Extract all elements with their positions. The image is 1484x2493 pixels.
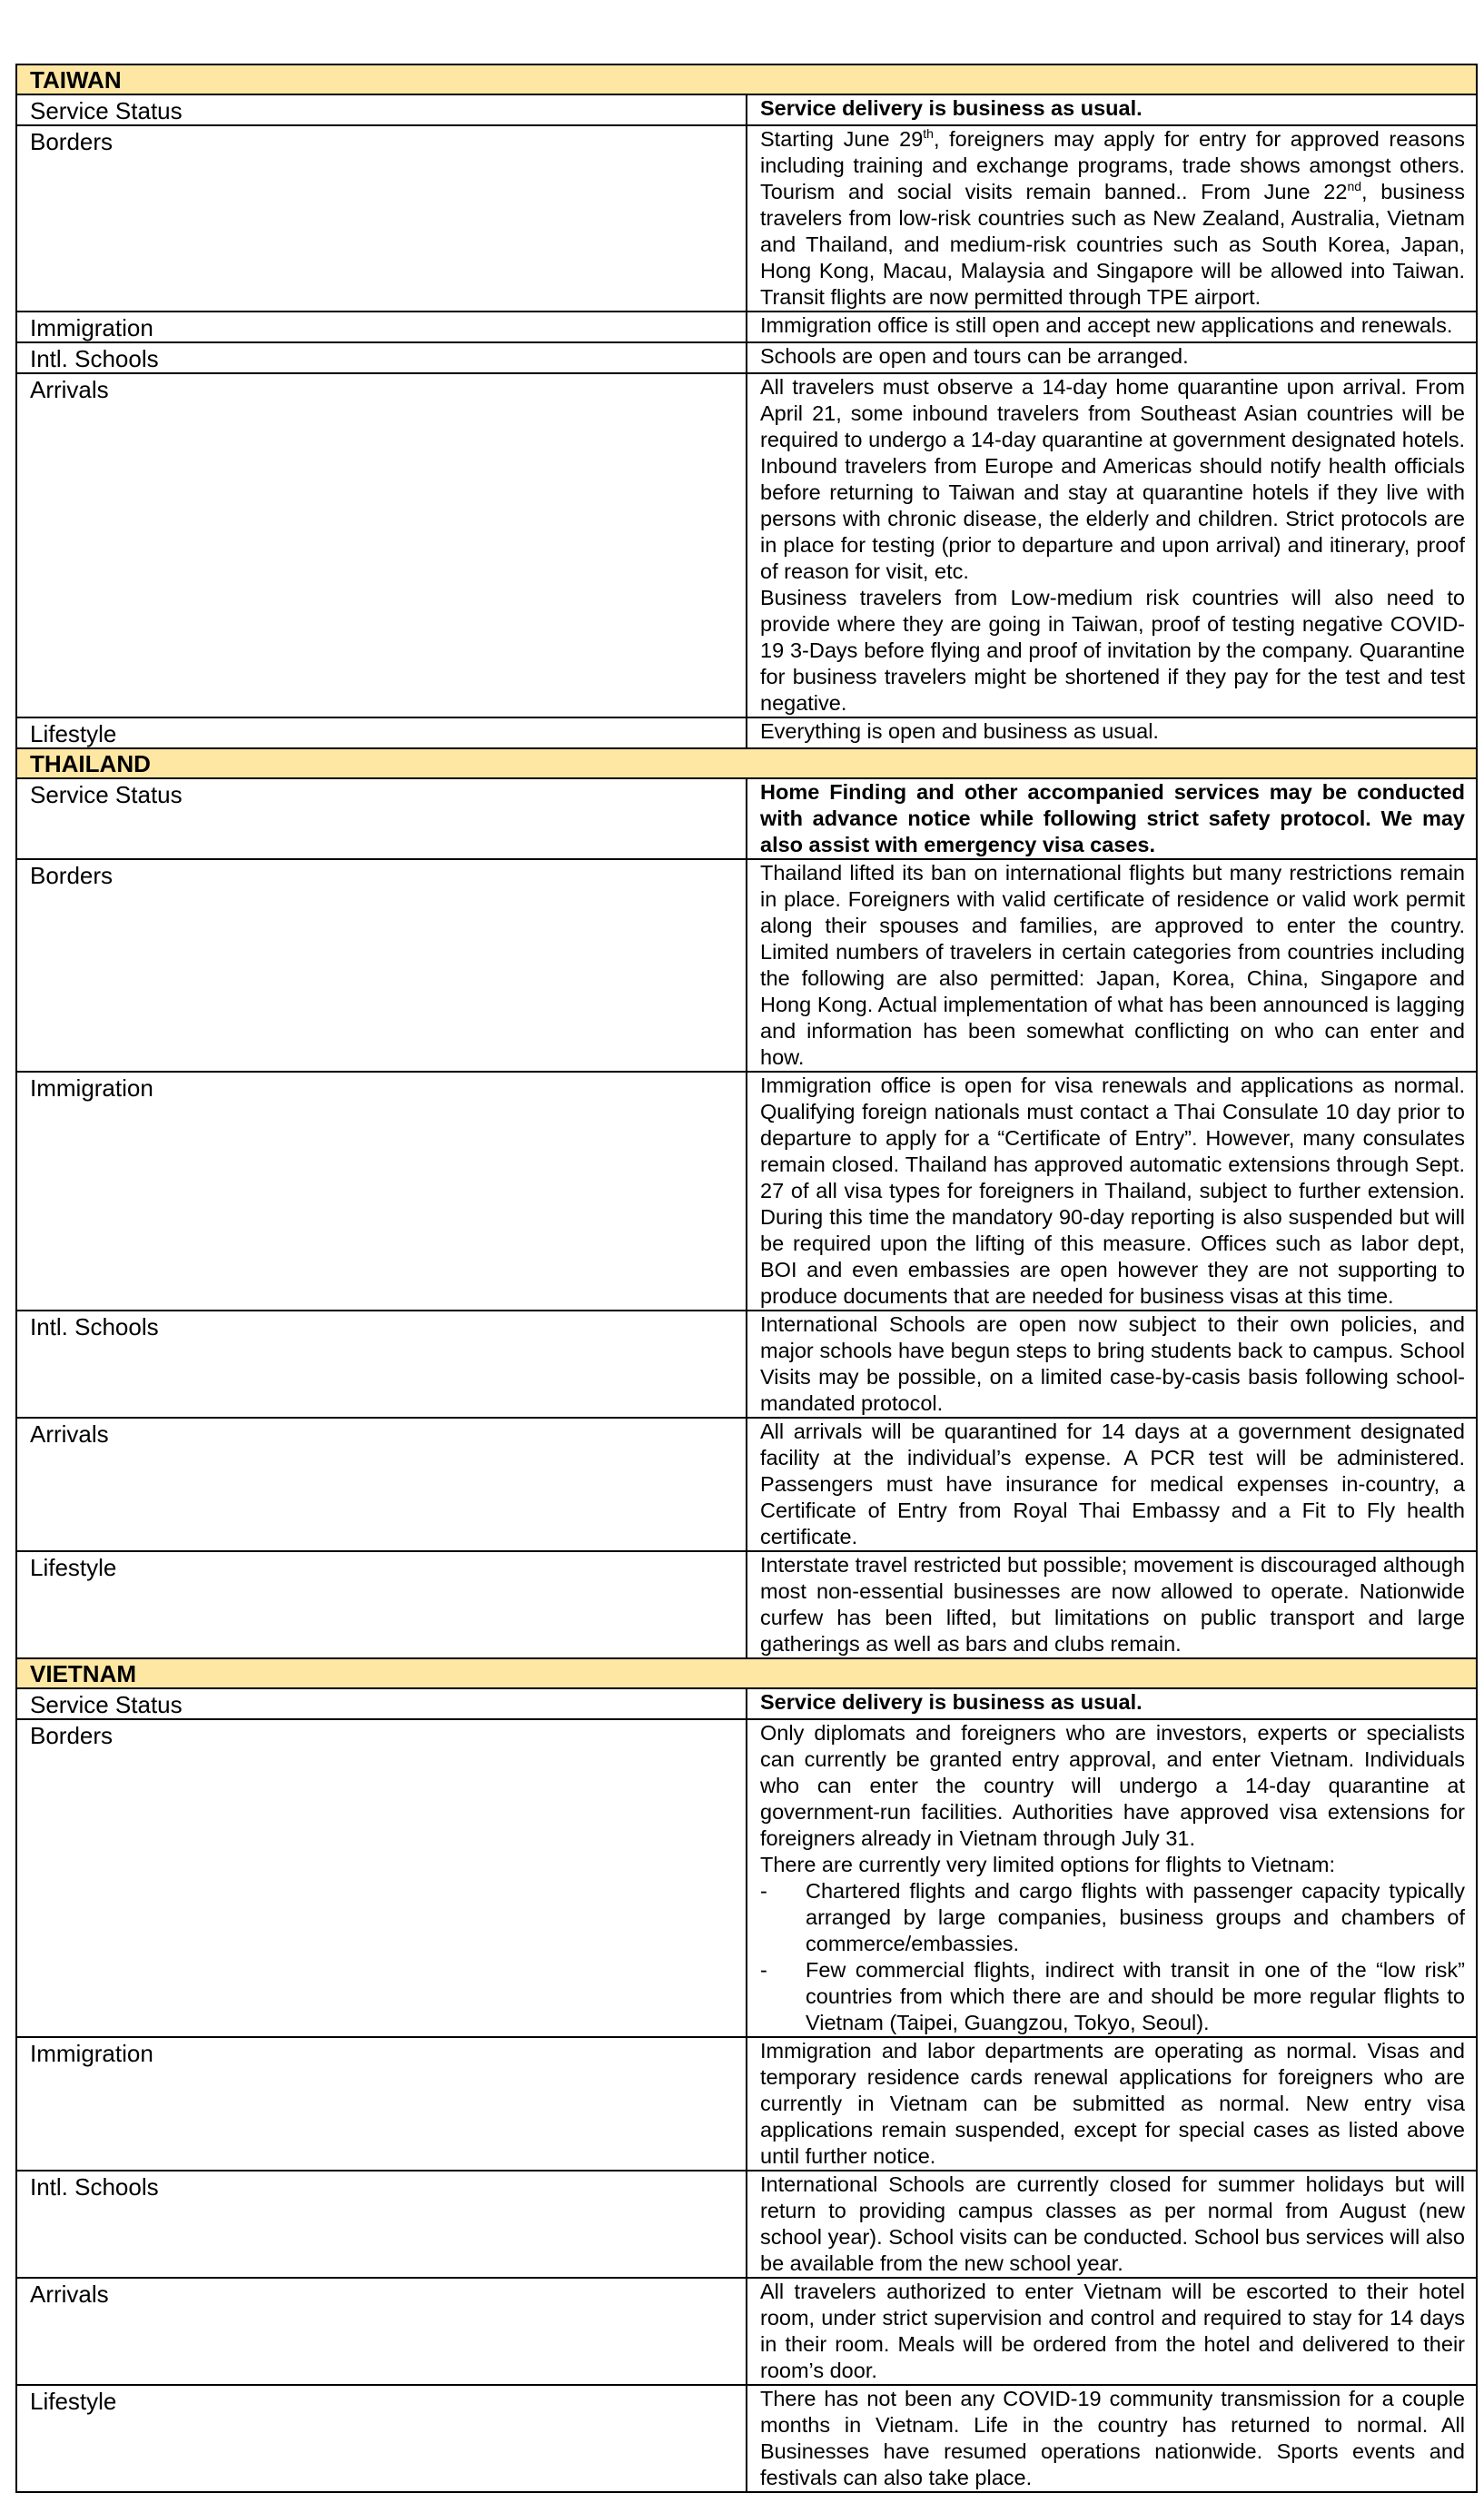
paragraph: International Schools are open now subject to their own policies, and major schools have begun steps to bring students back to campus. School Visits may be possible, on a limited case-by-casis basis following school-mandated protocol. xyxy=(760,1312,1465,1415)
country-heading-thailand: THAILAND xyxy=(16,748,1477,778)
row-label: Service Status xyxy=(16,778,747,859)
row-label: Borders xyxy=(16,1719,747,2037)
row-label: Arrivals xyxy=(16,373,747,717)
row-content xyxy=(747,859,1477,1072)
paragraph: Interstate travel restricted but possible; movement is discouraged although most non-essential businesses are now allowed to operate. Nationwide curfew has been lifted, but limitations on public transport and large gatherings as well as bars and clubs remain. xyxy=(760,1553,1465,1656)
table-row xyxy=(16,125,1477,312)
row-label: Immigration xyxy=(16,1072,747,1311)
table-row xyxy=(16,2385,1477,2492)
paragraph: There has not been any COVID-19 community transmission for a couple months in Vietnam. Life in the country has returned to normal. All Businesses have resumed operations nationwide. Sports events and festivals can also take place. xyxy=(760,2387,1465,2489)
row-content xyxy=(747,1311,1477,1418)
table-row xyxy=(16,1072,1477,1311)
row-label: Service Status xyxy=(16,1688,747,1719)
bullet-text: Few commercial flights, indirect with transit in one of the “low risk” countries from which there are and should be more regular flights to Vietnam (Taipei, Guangzou, Tokyo, Seoul). xyxy=(806,1958,1465,2034)
row-label: Borders xyxy=(16,859,747,1072)
row-content xyxy=(747,2171,1477,2278)
bullet-item xyxy=(760,1878,1465,1957)
paragraph: Immigration office is still open and accept new applications and renewals. xyxy=(760,313,1453,337)
row-content xyxy=(747,1072,1477,1311)
table-row xyxy=(16,1311,1477,1418)
service-status-cell xyxy=(747,1688,1477,1719)
table-row xyxy=(16,2037,1477,2171)
paragraph: Service delivery is business as usual. xyxy=(760,1690,1143,1714)
row-label: Intl. Schools xyxy=(16,2171,747,2278)
paragraph: International Schools are currently closed for summer holidays but will return to providing campus classes as per normal from August (new school year). School visits can be conducted. School bus services will also be available from the new school year. xyxy=(760,2172,1465,2275)
bullet-dash: - xyxy=(760,1958,767,1982)
row-label: Borders xyxy=(16,125,747,312)
paragraph: All arrivals will be quarantined for 14 days at a government designated facility at the individual’s expense. A PCR test will be administered. Passengers must have insurance for medical expenses in-country, a Certificate of Entry from Royal Thai Embassy and a Fit to Fly health certificate. xyxy=(760,1420,1465,1548)
paragraph: Thailand lifted its ban on international flights but many restrictions remain in place. Foreigners with valid certificate of residence or valid work permit along their spouses and families, are approved to enter the country. Limited numbers of travelers in certain categories from countries including the following are also permitted: Japan, Korea, China, Singapore and Hong Kong. Actual implementation of what has been announced is lagging and information has been somewhat conflicting on who can enter and how. xyxy=(760,861,1465,1069)
row-label: Arrivals xyxy=(16,1418,747,1551)
row-content xyxy=(747,1551,1477,1658)
paragraph: Everything is open and business as usual. xyxy=(760,719,1159,743)
row-content xyxy=(747,373,1477,717)
country-header-row xyxy=(16,1658,1477,1688)
table-row xyxy=(16,1418,1477,1551)
country-status-table xyxy=(15,64,1478,2493)
paragraph: Immigration office is open for visa renewals and applications as normal. Qualifying foreign nationals must contact a Thai Consulate 10 day prior to departure to apply for a “Certificate of Entry”. However, many consulates remain closed. Thailand has approved automatic extensions through Sept. 27 of all visa types for foreigners in Thailand, subject to further extension. During this time the mandatory 90-day reporting is also suspended but will be required upon the lifting of this measure. Offices such as labor dept, BOI and even embassies are open however they are not supporting to produce documents that are needed for business visas at this time. xyxy=(760,1073,1465,1308)
table-row xyxy=(16,342,1477,373)
row-label: Service Status xyxy=(16,94,747,125)
bullet-item xyxy=(760,1957,1465,2036)
table-row xyxy=(16,2278,1477,2385)
table-row xyxy=(16,94,1477,125)
country-header-row xyxy=(16,748,1477,778)
row-label: Lifestyle xyxy=(16,1551,747,1658)
paragraph: Immigration and labor departments are operating as normal. Visas and temporary residence cards renewal applications for foreigners who are currently in Vietnam can be submitted as normal. New entry visa applications remain suspended, except for special cases as listed above until further notice. xyxy=(760,2039,1465,2168)
paragraph: All travelers must observe a 14-day home quarantine upon arrival. From April 21, some inbound travelers from Southeast Asian countries will be required to undergo a 14-day quarantine at government designated hotels. Inbound travelers from Europe and Americas should notify health officials before returning to Taiwan and stay at quarantine hotels if they live with persons with chronic disease, the elderly and children. Strict protocols are in place for testing (prior to departure and upon arrival) and itinerary, proof of reason for visit, etc. xyxy=(760,375,1465,583)
table-row xyxy=(16,2171,1477,2278)
paragraph: Schools are open and tours can be arranged. xyxy=(760,344,1189,368)
table-row xyxy=(16,778,1477,859)
row-label: Arrivals xyxy=(16,2278,747,2385)
ordinal-suffix: nd xyxy=(1347,179,1362,194)
table-row xyxy=(16,859,1477,1072)
row-content xyxy=(747,1418,1477,1551)
table-row xyxy=(16,1551,1477,1658)
paragraph: All travelers authorized to enter Vietnam will be escorted to their hotel room, under strict supervision and control and required to stay for 14 days in their room. Meals will be ordered from the hotel and delivered to their room’s door. xyxy=(760,2280,1465,2382)
row-label: Lifestyle xyxy=(16,717,747,748)
table-row xyxy=(16,312,1477,342)
paragraph: Starting June 29th, foreigners may apply for entry for approved reasons including training and exchange programs, trade shows amongst others. Tourism and social visits remain banned.. From June 22nd, business travelers from low-risk countries such as New Zealand, Australia, Vietnam and Thailand, and medium-risk countries such as South Korea, Japan, Hong Kong, Macau, Malaysia and Singapore will be allowed into Taiwan. Transit flights are now permitted through TPE airport. xyxy=(760,126,1465,309)
row-content xyxy=(747,125,1477,312)
table-row xyxy=(16,373,1477,717)
country-heading-taiwan: TAIWAN xyxy=(16,64,1477,94)
paragraph: Only diplomats and foreigners who are investors, experts or specialists can currently be granted entry approval, and enter Vietnam. Individuals who can enter the country will undergo a 14-day quarantine at government-run facilities. Authorities have approved visa extensions for foreigners already in Vietnam through July 31. xyxy=(760,1721,1465,1850)
row-label: Lifestyle xyxy=(16,2385,747,2492)
row-label: Intl. Schools xyxy=(16,342,747,373)
bullet-dash: - xyxy=(760,1879,767,1903)
service-status-cell xyxy=(747,778,1477,859)
row-content xyxy=(747,717,1477,748)
row-content xyxy=(747,2385,1477,2492)
ordinal-suffix: th xyxy=(923,126,934,142)
service-status-cell xyxy=(747,94,1477,125)
country-header-row xyxy=(16,64,1477,94)
bullet-text: Chartered flights and cargo flights with passenger capacity typically arranged by large companies, business groups and chambers of commerce/embassies. xyxy=(806,1879,1465,1955)
row-content xyxy=(747,2278,1477,2385)
row-label: Intl. Schools xyxy=(16,1311,747,1418)
table-row xyxy=(16,1688,1477,1719)
paragraph: Business travelers from Low-medium risk countries will also need to provide where they are going in Taiwan, proof of testing negative COVID-19 3-Days before flying and proof of invitation by the company. Quarantine for business travelers might be shortened if they pay for the test and test negative. xyxy=(760,586,1465,715)
table-row xyxy=(16,717,1477,748)
row-content xyxy=(747,1719,1477,2037)
row-label: Immigration xyxy=(16,312,747,342)
paragraph: Service delivery is business as usual. xyxy=(760,96,1143,120)
row-label: Immigration xyxy=(16,2037,747,2171)
country-heading-vietnam: VIETNAM xyxy=(16,1658,1477,1688)
table-row xyxy=(16,1719,1477,2037)
paragraph: Home Finding and other accompanied services may be conducted with advance notice while following strict safety protocol. We may also assist with emergency visa cases. xyxy=(760,780,1465,856)
row-content xyxy=(747,342,1477,373)
row-content xyxy=(747,2037,1477,2171)
paragraph: There are currently very limited options for flights to Vietnam: xyxy=(760,1853,1336,1876)
row-content xyxy=(747,312,1477,342)
